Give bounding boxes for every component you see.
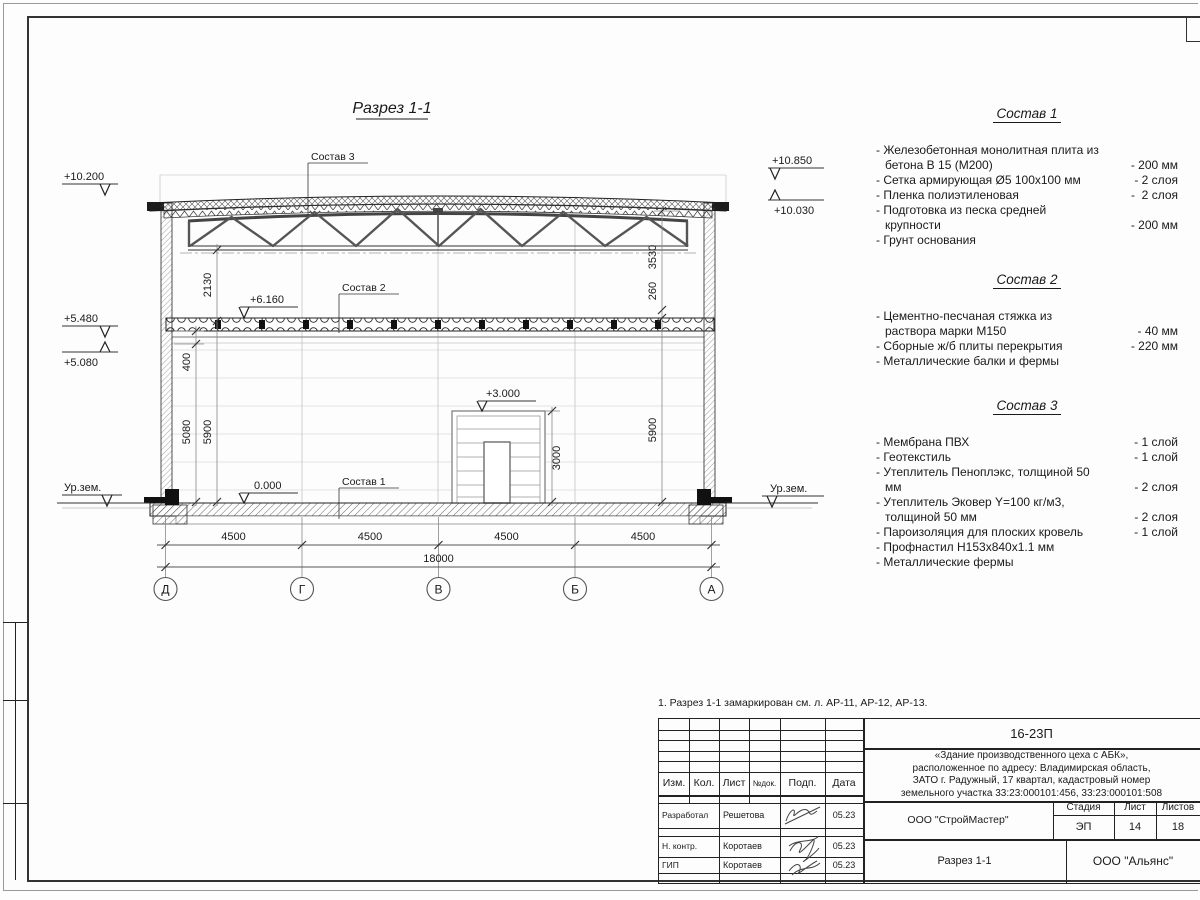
title-block bbox=[658, 718, 1200, 884]
gate bbox=[452, 411, 545, 503]
tb-col-izm: Изм. bbox=[662, 777, 686, 789]
svg-text:Состав 1: Состав 1 bbox=[342, 476, 386, 488]
tb-name-ncontr: Коротаев bbox=[723, 841, 762, 851]
tb-sheet-label: Лист bbox=[1124, 802, 1146, 813]
svg-text:Ур.зем.: Ур.зем. bbox=[64, 482, 102, 494]
signatures bbox=[780, 799, 825, 879]
axis-label-g: Г bbox=[298, 582, 306, 597]
tb-contractor: ООО "СтройМастер" bbox=[907, 814, 1009, 826]
axis-label-a: А bbox=[707, 582, 716, 597]
list-item: - Сборные ж/б плиты перекрытия - 220 мм bbox=[876, 339, 1178, 353]
tb-name-gip: Коротаев bbox=[723, 860, 762, 870]
wall-left bbox=[161, 203, 172, 503]
ground-slab bbox=[57, 489, 818, 524]
tb-sheet-value: 14 bbox=[1128, 821, 1142, 833]
list-item: - Пароизоляция для плоских кровель - 1 слой bbox=[876, 525, 1178, 539]
side-column-divider bbox=[3, 700, 27, 701]
svg-text:+6.160: +6.160 bbox=[250, 294, 284, 306]
elevation-top-left bbox=[62, 171, 118, 195]
drawing-caption bbox=[352, 100, 431, 119]
dim-400: 400 bbox=[181, 352, 193, 372]
tb-description-line: ЗАТО г. Радужный, 17 квартал, кадастровый номер bbox=[912, 775, 1151, 787]
dim-2130: 2130 bbox=[202, 272, 214, 298]
sheet-note: 1. Разрез 1-1 замаркирован см. л. АР-11, АР-12, АР-13. bbox=[658, 697, 928, 709]
composition-3-title: Состав 3 bbox=[876, 398, 1178, 413]
drawing-title: Разрез 1-1 bbox=[352, 100, 432, 117]
axis-label-v: В bbox=[434, 582, 443, 597]
signature bbox=[789, 861, 820, 875]
tb-stage-value: ЭП bbox=[1075, 821, 1092, 833]
axis-label-d: Д bbox=[161, 582, 170, 597]
tb-col-kol: Кол. bbox=[693, 777, 715, 789]
list-item: - Утеплитель Пеноплэкс, толщиной 50 мм - 2 слоя bbox=[876, 465, 1178, 494]
svg-text:+5.080: +5.080 bbox=[64, 357, 98, 369]
side-column-line bbox=[15, 622, 16, 880]
dim-span-3: 4500 bbox=[494, 531, 519, 543]
tb-col-podp: Подп. bbox=[788, 777, 817, 789]
roof-truss bbox=[180, 208, 696, 253]
axis-label-b: Б bbox=[571, 582, 579, 597]
tb-col-data: Дата bbox=[832, 777, 856, 789]
dim-5900-right: 5900 bbox=[647, 417, 659, 443]
elevation-floor bbox=[239, 294, 298, 318]
wicket-door bbox=[484, 442, 510, 503]
signature bbox=[789, 837, 819, 862]
tb-description bbox=[867, 750, 1196, 800]
svg-text:+5.480: +5.480 bbox=[64, 313, 98, 325]
corner-cell bbox=[1186, 17, 1200, 42]
elevation-low-left bbox=[62, 342, 118, 369]
tb-sheets-value: 18 bbox=[1171, 821, 1185, 833]
list-item: - Утеплитель Эковер Y=100 кг/м3, толщиной 50 мм - 2 слоя bbox=[876, 495, 1178, 524]
dim-3530: 3530 bbox=[647, 244, 659, 270]
tb-name-developer: Решетова bbox=[723, 810, 765, 820]
vertical-dimensions bbox=[174, 207, 680, 506]
tb-col-list: Лист bbox=[722, 777, 746, 789]
tb-sheet-name: Разрез 1-1 bbox=[937, 855, 992, 867]
tb-description-line: земельного участка 33:23:000101:456, 33:23:000101:508 bbox=[900, 788, 1163, 800]
elevation-top-right bbox=[768, 155, 824, 179]
bottom-dimensions bbox=[154, 517, 723, 601]
dim-span-1: 4500 bbox=[221, 531, 246, 543]
svg-text:Состав 2: Состав 2 bbox=[342, 282, 386, 294]
dim-3000: 3000 bbox=[551, 445, 563, 471]
elevation-gate bbox=[477, 388, 536, 411]
interior-lines bbox=[172, 222, 704, 502]
tb-sheets-label: Листов bbox=[1161, 802, 1195, 813]
composition-2 bbox=[876, 272, 1178, 369]
dim-260: 260 bbox=[647, 281, 659, 301]
tb-role-gip: ГИП bbox=[662, 860, 679, 870]
tb-role-ncontr: Н. контр. bbox=[662, 841, 698, 851]
composition-1 bbox=[876, 106, 1178, 248]
list-item: - Геотекстиль - 1 слой bbox=[876, 450, 1178, 464]
tb-role-developer: Разработал bbox=[662, 810, 709, 820]
floor-slab bbox=[166, 318, 714, 331]
list-item: - Грунт основания bbox=[876, 233, 976, 247]
tb-description-line: «Здание производственного цеха с АБК», bbox=[934, 750, 1129, 761]
svg-text:Ур.зем.: Ур.зем. bbox=[770, 483, 808, 495]
svg-text:Состав 3: Состав 3 bbox=[311, 151, 355, 163]
elevation-zero bbox=[239, 480, 298, 503]
composition-3 bbox=[876, 398, 1178, 570]
list-item: - Сетка армирующая Ø5 100х100 мм - 2 слоя bbox=[876, 173, 1178, 187]
list-item: - Мембрана ПВХ - 1 слой bbox=[876, 435, 1178, 449]
tb-date-gip: 05.23 bbox=[832, 860, 856, 870]
list-item: - Металлические балки и фермы bbox=[876, 354, 1060, 368]
paper-edge-bottom bbox=[3, 890, 1198, 891]
composition-1-title: Состав 1 bbox=[876, 106, 1178, 121]
list-item: - Цементно-песчаная стяжка из раствора марки М150 - 40 мм bbox=[876, 309, 1178, 338]
elevation-ground-left bbox=[62, 482, 122, 506]
list-item: - Подготовка из песка средней крупности - 200 мм bbox=[876, 203, 1178, 232]
svg-text:0.000: 0.000 bbox=[254, 480, 282, 492]
tb-doc-number: 16-23П bbox=[1010, 726, 1053, 741]
tb-date-developer: 05.23 bbox=[832, 810, 856, 820]
tb-org: ООО "Альянс" bbox=[1092, 854, 1174, 868]
svg-text:+10.200: +10.200 bbox=[64, 171, 105, 183]
list-item: - Металлические фермы bbox=[876, 555, 1014, 569]
tb-date-ncontr: 05.23 bbox=[832, 841, 856, 851]
dim-span-2: 4500 bbox=[357, 531, 383, 543]
svg-text:+3.000: +3.000 bbox=[486, 388, 520, 400]
composition-2-title: Состав 2 bbox=[876, 272, 1178, 287]
list-item: - Пленка полиэтиленовая - 2 слоя bbox=[876, 188, 1178, 202]
tb-stage-label: Стадия bbox=[1066, 802, 1101, 813]
tb-col-ndok: №док. bbox=[752, 779, 777, 788]
dim-5080: 5080 bbox=[181, 419, 193, 445]
side-column-divider bbox=[3, 803, 27, 804]
dim-span-4: 4500 bbox=[630, 531, 656, 543]
dim-total: 18000 bbox=[423, 553, 454, 565]
list-item: - Железобетонная монолитная плита из бетона В 15 (М200) - 200 мм bbox=[876, 143, 1178, 172]
list-item: - Профнастил Н153х840х1.1 мм bbox=[876, 540, 1055, 554]
svg-text:+10.030: +10.030 bbox=[774, 205, 815, 217]
elevation-eaves-right bbox=[768, 190, 824, 217]
tb-description-line: расположенное по адресу: Владимирская область, bbox=[912, 762, 1151, 774]
wall-right bbox=[704, 203, 715, 503]
signature bbox=[785, 807, 820, 824]
elevation-mid-left bbox=[62, 313, 118, 337]
svg-text:+10.850: +10.850 bbox=[772, 155, 813, 167]
dim-5900-left: 5900 bbox=[202, 419, 214, 445]
